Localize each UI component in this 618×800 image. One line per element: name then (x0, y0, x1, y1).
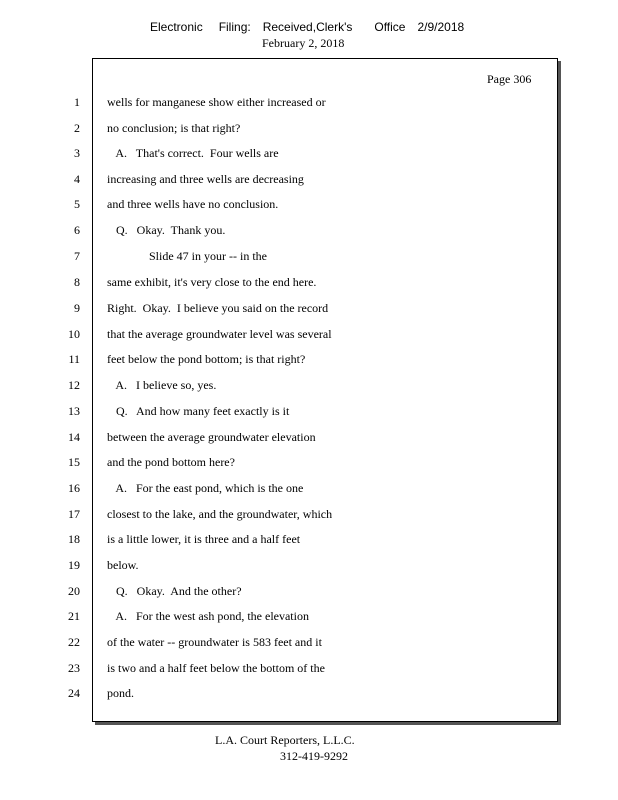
line-number: 1 (74, 95, 80, 109)
line-text: that the average groundwater level was several (107, 327, 332, 341)
transcript-line (0, 327, 618, 345)
transcript-line (0, 661, 618, 679)
line-number: 11 (68, 352, 80, 366)
line-text: and three wells have no conclusion. (107, 197, 279, 211)
transcript-line (0, 404, 618, 422)
transcript-line (0, 584, 618, 602)
line-text: closest to the lake, and the groundwater, which (107, 507, 333, 521)
line-number: 9 (74, 301, 80, 315)
transcript-line (0, 146, 618, 164)
line-text: Q. Okay. And the other? (107, 584, 242, 598)
page-number: Page 306 (487, 72, 532, 86)
line-text: no conclusion; is that right? (107, 121, 241, 135)
transcript-line (0, 455, 618, 473)
header-date: 2/9/2018 (417, 20, 465, 34)
line-number: 2 (74, 121, 80, 135)
line-text: A. For the west ash pond, the elevation (107, 609, 309, 623)
line-number: 22 (68, 635, 80, 649)
line-text: increasing and three wells are decreasing (107, 172, 304, 186)
line-number: 3 (74, 146, 80, 160)
header-office: Office (374, 20, 406, 34)
transcript-line (0, 635, 618, 653)
transcript-line (0, 378, 618, 396)
transcript-line (0, 352, 618, 370)
line-number: 24 (68, 686, 80, 700)
transcript-line (0, 609, 618, 627)
line-number: 14 (68, 430, 80, 444)
line-text: Slide 47 in your -- in the (107, 249, 267, 263)
line-text: and the pond bottom here? (107, 455, 235, 469)
line-text: Q. Okay. Thank you. (107, 223, 226, 237)
line-number: 8 (74, 275, 80, 289)
transcript-line (0, 301, 618, 319)
filed-date: February 2, 2018 (262, 36, 345, 50)
transcript-line (0, 223, 618, 241)
line-text: is two and a half feet below the bottom of the (107, 661, 325, 675)
transcript-line (0, 481, 618, 499)
transcript-line (0, 558, 618, 576)
line-text: wells for manganese show either increased or (107, 95, 326, 109)
line-number: 7 (74, 249, 80, 263)
line-number: 12 (68, 378, 80, 392)
line-number: 18 (68, 532, 80, 546)
filing-stamp-header (150, 20, 464, 34)
transcript-line (0, 686, 618, 704)
transcript-line (0, 197, 618, 215)
court-reporter-phone: 312-419-9292 (280, 749, 348, 763)
transcript-line (0, 275, 618, 293)
line-text: Q. And how many feet exactly is it (107, 404, 290, 418)
line-text: is a little lower, it is three and a half feet (107, 532, 301, 546)
court-reporter-name: L.A. Court Reporters, L.L.C. (215, 733, 355, 747)
line-text: between the average groundwater elevation (107, 430, 316, 444)
line-number: 19 (68, 558, 80, 572)
transcript-line (0, 172, 618, 190)
transcript-line (0, 430, 618, 448)
line-number: 16 (68, 481, 80, 495)
transcript-line (0, 507, 618, 525)
header-electronic: Electronic (150, 20, 203, 34)
transcript-line (0, 532, 618, 550)
line-text: A. That's correct. Four wells are (107, 146, 279, 160)
line-text: feet below the pond bottom; is that right? (107, 352, 306, 366)
line-number: 13 (68, 404, 80, 418)
line-number: 23 (68, 661, 80, 675)
line-text: below. (107, 558, 139, 572)
transcript-line (0, 249, 618, 267)
line-number: 17 (68, 507, 80, 521)
line-number: 10 (68, 327, 80, 341)
line-text: of the water -- groundwater is 583 feet and it (107, 635, 322, 649)
line-number: 20 (68, 584, 80, 598)
line-text: Right. Okay. I believe you said on the record (107, 301, 329, 315)
line-number: 5 (74, 197, 80, 211)
line-number: 15 (68, 455, 80, 469)
line-number: 21 (68, 609, 80, 623)
line-number: 4 (74, 172, 80, 186)
line-text: pond. (107, 686, 134, 700)
transcript-line (0, 95, 618, 113)
line-text: same exhibit, it's very close to the end here. (107, 275, 317, 289)
header-received-clerks: Received,Clerk's (262, 20, 353, 34)
header-filing: Filing: (218, 20, 251, 34)
line-number: 6 (74, 223, 80, 237)
line-text: A. I believe so, yes. (107, 378, 217, 392)
transcript-line (0, 121, 618, 139)
line-text: A. For the east pond, which is the one (107, 481, 304, 495)
